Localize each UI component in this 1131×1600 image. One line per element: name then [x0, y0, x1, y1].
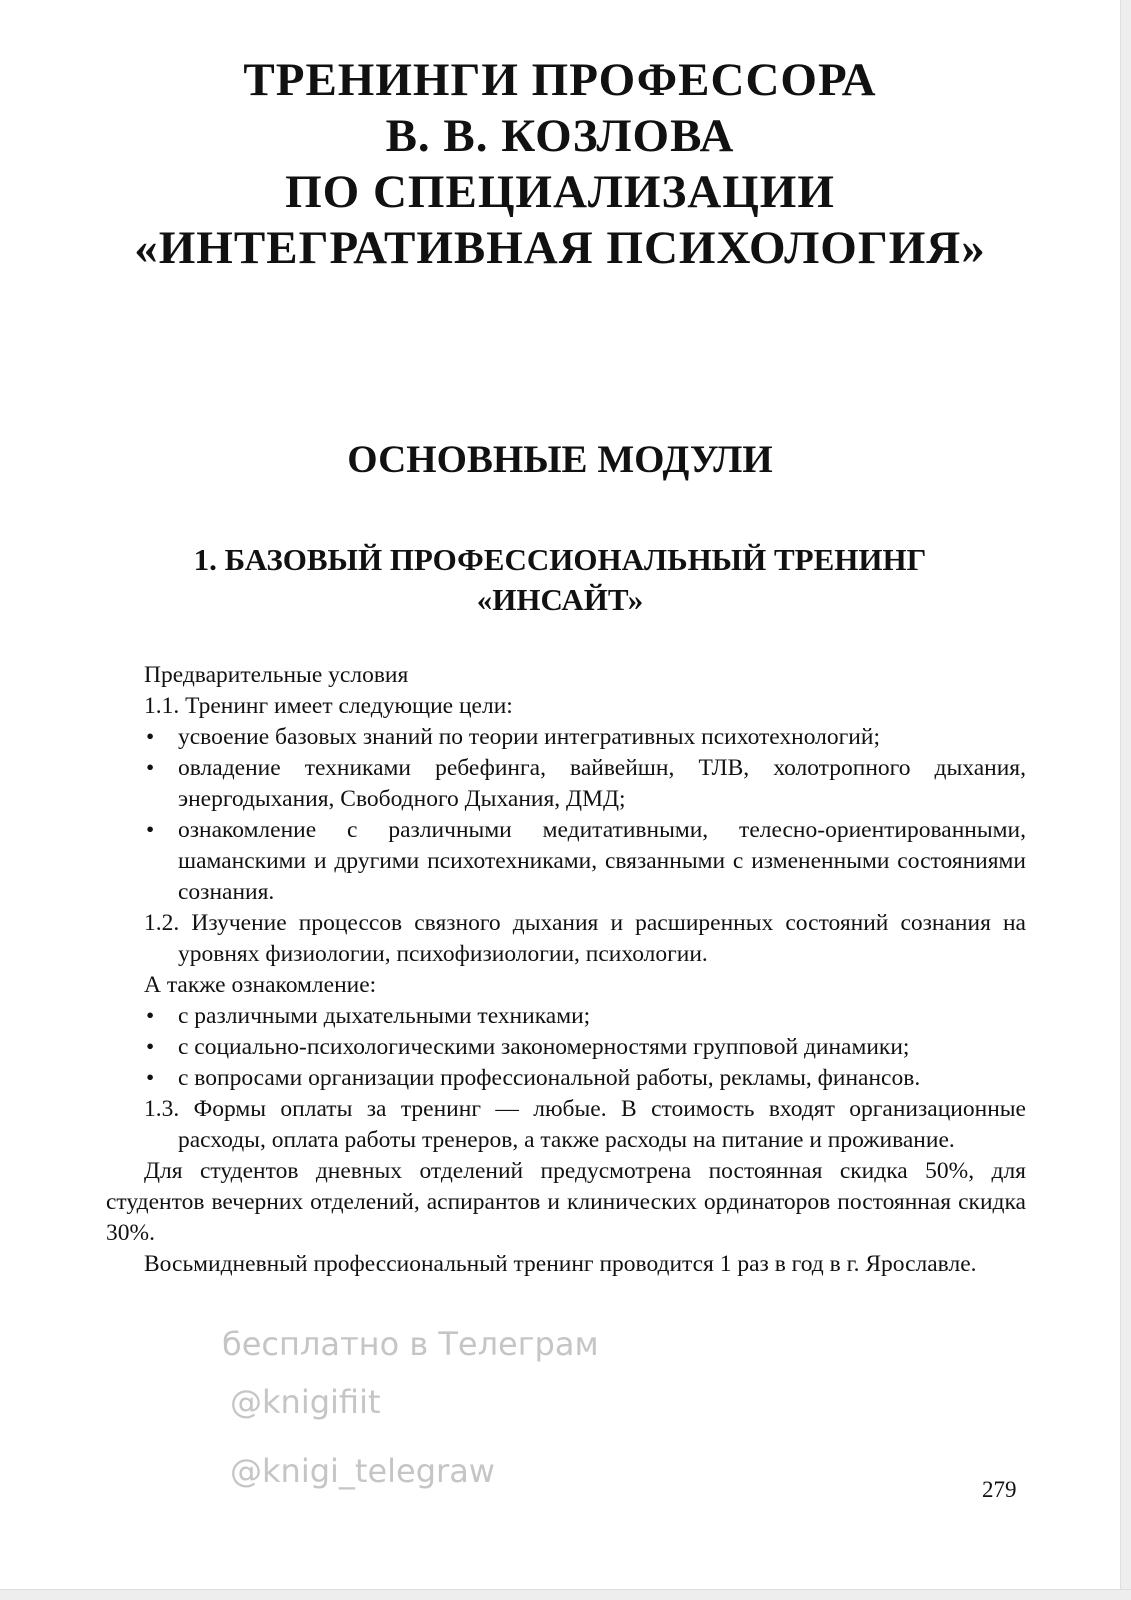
title-line: ПО СПЕЦИАЛИЗАЦИИ	[285, 166, 835, 218]
page-number: 279	[982, 1477, 1017, 1502]
body-text	[106, 660, 1026, 1280]
preconditions-heading: Предварительные условия	[144, 662, 409, 688]
list-item: • ознакомление с различными медитативными, телесно-ориентированными, шаманскими и другими психотехниками, связанными с измененными состояниями сознания.	[178, 815, 1026, 908]
title-line: В. В. КОЗЛОВА	[385, 110, 735, 162]
item-1-3: 1.3. Формы оплаты за тренинг — любые. В стоимость входят организационные расходы, оплата работы тренеров, а также расходы на питание и проживание.	[144, 1096, 1026, 1153]
list-item: • овладение техниками ребефинга, вайвейшн, ТЛВ, холотропного дыхания, энергодыхания, Свободного Дыхания, ДМД;	[178, 753, 1026, 815]
schedule-paragraph: Восьмидневный профессиональный тренинг проводится 1 раз в год в г. Ярославле.	[144, 1251, 977, 1277]
list-item: • с различными дыхательными техниками;	[178, 1001, 1026, 1032]
page-title	[100, 52, 1020, 276]
watermark-text: бесплатно в Телеграм	[222, 1325, 599, 1363]
title-line: ТРЕНИНГИ ПРОФЕССОРА	[243, 54, 877, 106]
discount-paragraph: Для студентов дневных отделений предусмотрена постоянная скидка 50%, для студентов вечерних отделений, аспирантов и клинических ординаторов постоянная скидка 30%.	[106, 1158, 1026, 1246]
page-edge-right	[1120, 0, 1131, 1600]
item-1-2: 1.2. Изучение процессов связного дыхания и расширенных состояний сознания на уровнях физиологии, психофизиологии, психологии.	[144, 910, 1026, 967]
module-title-line: 1. БАЗОВЫЙ ПРОФЕССИОНАЛЬНЫЙ ТРЕНИНГ	[193, 542, 927, 577]
module-title-line: «ИНСАЙТ»	[476, 582, 644, 617]
title-line: «ИНТЕГРАТИВНАЯ ПСИХОЛОГИЯ»	[134, 222, 986, 274]
watermark-text: @knigi_telegraw	[230, 1452, 495, 1490]
goals-list	[106, 722, 1026, 908]
item-1-1: 1.1. Тренинг имеет следующие цели:	[144, 693, 513, 719]
list-item: • усвоение базовых знаний по теории интегративных психотехнологий;	[178, 722, 1026, 753]
watermark-text: @knigifiit	[230, 1383, 381, 1421]
also-heading: А также ознакомление:	[144, 972, 377, 998]
page-edge-bottom	[0, 1589, 1131, 1600]
module-title	[100, 540, 1020, 620]
section-title: ОСНОВНЫЕ МОДУЛИ	[347, 438, 773, 481]
list-item: • с вопросами организации профессиональной работы, рекламы, финансов.	[178, 1063, 1026, 1094]
list-item: • с социально-психологическими закономерностями групповой динамики;	[178, 1032, 1026, 1063]
also-list	[106, 1001, 1026, 1094]
